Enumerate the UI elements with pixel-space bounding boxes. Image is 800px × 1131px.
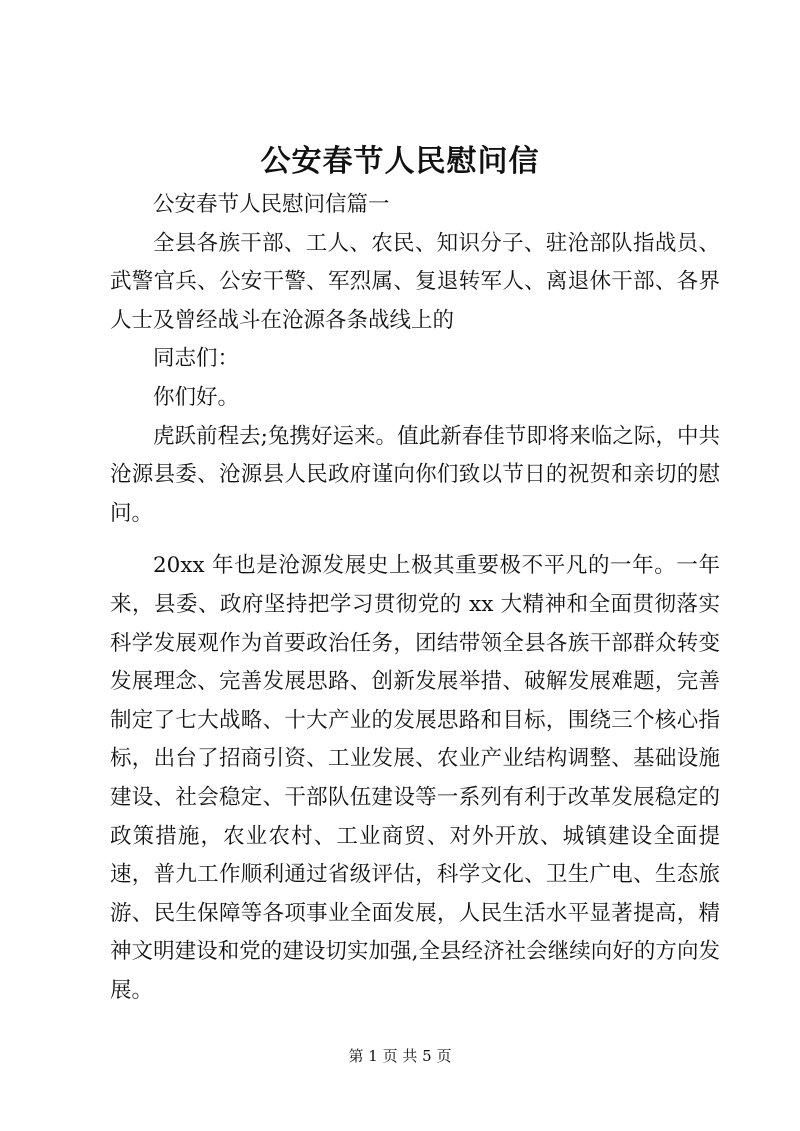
document-title: 公安春节人民慰问信 (260, 144, 540, 179)
page-number-footer: 第 1 页 共 5 页 (348, 1047, 452, 1065)
subtitle-paragraph: 公安春节人民慰问信篇一 (153, 192, 390, 217)
body-paragraph-1: 虎跃前程去;兔携好运来。值此新春佳节即将来临之际，中共沧源县委、沧源县人民政府谨向你们致以节日的祝贺和亲切的慰问。 (110, 423, 720, 526)
salutation-paragraph: 同志们： (153, 346, 240, 372)
document-body (110, 186, 720, 1010)
salutation-recipients-paragraph: 全县各族干部、工人、农民、知识分子、驻沧部队指战员、武警官兵、公安干警、军烈属、复退转军人、离退休干部、各界人士及曾经战斗在沧源各条战线上的 (110, 230, 720, 333)
greeting-paragraph: 你们好。 (153, 384, 240, 410)
body-paragraph-2: 20xx 年也是沧源发展史上极其重要极不平凡的一年。一年来，县委、政府坚持把学习贯彻党的 xx 大精神和全面贯彻落实科学发展观作为首要政治任务，团结带领全县各族干部群众转变发展理念、完善发展思路、创新发展举措、破解发展难题，完善制定了七大战略、十大产业的发展思路和目标，围绕三个核心指标，出台了招商引资、工业发展、农业产业结构调整、基础设施建设、社会稳定、干部队伍建设等一系列有利于改革发展稳定的政策措施，农业农村、工业商贸、对外开放、城镇建设全面提速，普九工作顺利通过省级评估，科学文化、卫生广电、生态旅游、民生保障等各项事业全面发展，人民生活水平显著提高，精神文明建设和党的建设切实加强,全县经济社会继续向好的方向发展。 (110, 553, 720, 1003)
